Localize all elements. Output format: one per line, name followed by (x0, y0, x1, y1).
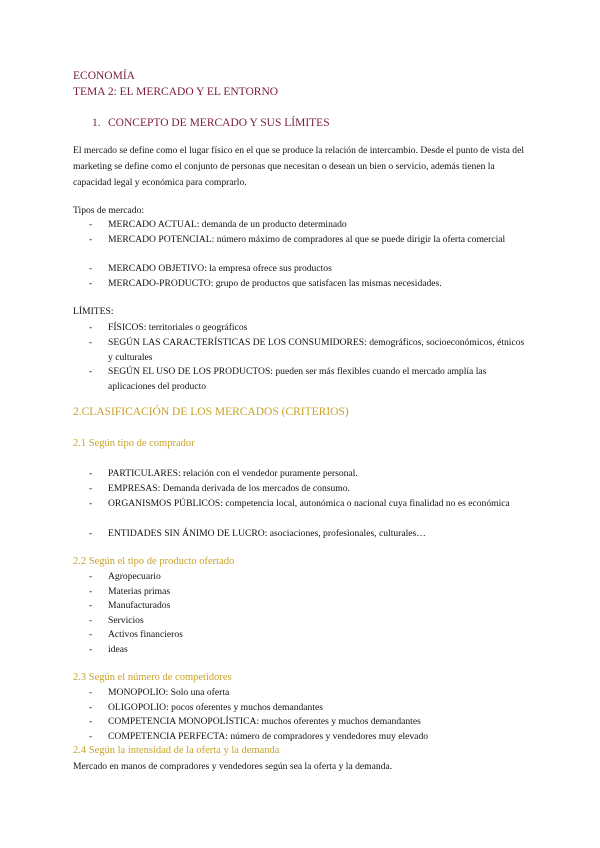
market-type-item: MERCADO-PRODUCTO: grupo de productos que satisfacen las mismas necesidades. (108, 278, 442, 289)
bullet-marker: - (89, 615, 93, 626)
bullet-marker: - (89, 337, 93, 348)
bullet-marker: - (89, 498, 93, 509)
bullet-marker: - (89, 278, 93, 289)
section1-title: CONCEPTO DE MERCADO Y SUS LÍMITES (108, 117, 330, 129)
section24-title: 2.4 Según la intensidad de la oferta y la demanda (73, 745, 280, 756)
bullet-marker: - (89, 702, 93, 713)
market-type-item: MERCADO OBJETIVO: la empresa ofrece sus productos (108, 263, 332, 274)
bullet-marker: - (89, 322, 93, 333)
section22-title: 2.2 Según el tipo de producto ofertado (73, 556, 235, 567)
bullet-marker: - (89, 234, 93, 245)
bullet-marker: - (89, 644, 93, 655)
limits-label: LÍMITES: (73, 306, 114, 317)
bullet-marker: - (89, 716, 93, 727)
bullet-marker: - (89, 468, 93, 479)
product-type-item: Servicios (108, 615, 144, 626)
section21-title: 2.1 Según tipo de comprador (73, 438, 195, 449)
types-label: Tipos de mercado: (73, 205, 145, 216)
bullet-marker: - (89, 263, 93, 274)
limit-item: SEGÚN LAS CARACTERÍSTICAS DE LOS CONSUMIDORES: demográficos, socioeconómicos, étnicos y culturales (108, 337, 525, 363)
limit-item: FÍSICOS: territoriales o geográficos (108, 322, 248, 333)
competition-item: MONOPOLIO: Solo una oferta (108, 687, 230, 698)
section2-title: 2.CLASIFICACIÓN DE LOS MERCADOS (CRITERIOS) (73, 406, 349, 418)
market-definition: El mercado se define como el lugar físico en el que se produce la relación de intercambio. Desde el punto de vista del marketing se define como el conjunto de personas que necesitan o desean un bien o servicio, además tienen la capacidad legal y económica para comprarlo. (73, 145, 524, 188)
buyer-type-item: EMPRESAS: Demanda derivada de los mercados de consumo. (108, 483, 350, 494)
competition-item: COMPETENCIA MONOPOLÍSTICA: muchos oferentes y muchos demandantes (108, 716, 421, 727)
section24-text: Mercado en manos de compradores y vendedores según sea la oferta y la demanda. (73, 761, 393, 772)
subject-heading: ECONOMÍA (73, 70, 135, 82)
bullet-marker: - (89, 483, 93, 494)
section23-title: 2.3 Según el número de competidores (73, 672, 232, 683)
product-type-item: Manufacturados (108, 600, 171, 611)
bullet-marker: - (89, 219, 93, 230)
bullet-marker: - (89, 366, 93, 377)
product-type-item: Materias primas (108, 586, 171, 597)
bullet-marker: - (89, 629, 93, 640)
bullet-marker: - (89, 571, 93, 582)
product-type-item: Agropecuario (108, 571, 161, 582)
product-type-item: Activos financieros (108, 629, 183, 640)
tema-heading: TEMA 2: EL MERCADO Y EL ENTORNO (73, 86, 279, 98)
competition-item: COMPETENCIA PERFECTA: número de compradores y vendedores muy elevado (108, 731, 429, 742)
buyer-type-item: ENTIDADES SIN ÁNIMO DE LUCRO: asociaciones, profesionales, culturales… (108, 528, 426, 539)
bullet-marker: - (89, 731, 93, 742)
section1-number: 1. (92, 117, 101, 129)
bullet-marker: - (89, 600, 93, 611)
buyer-type-item: PARTICULARES: relación con el vendedor puramente personal. (108, 468, 358, 479)
bullet-marker: - (89, 586, 93, 597)
market-type-item: MERCADO POTENCIAL: número máximo de compradores al que se puede dirigir la oferta comercial (108, 234, 506, 245)
limit-item: SEGÚN EL USO DE LOS PRODUCTOS: pueden ser más flexibles cuando el mercado amplía las aplicaciones del producto (108, 366, 487, 392)
market-type-item: MERCADO ACTUAL: demanda de un producto determinado (108, 219, 347, 230)
bullet-marker: - (89, 687, 93, 698)
product-type-item: ideas (108, 644, 128, 655)
buyer-type-item: ORGANISMOS PÚBLICOS: competencia local, autonómica o nacional cuya finalidad no es económica (108, 498, 510, 509)
bullet-marker: - (89, 528, 93, 539)
competition-item: OLIGOPOLIO: pocos oferentes y muchos demandantes (108, 702, 324, 713)
